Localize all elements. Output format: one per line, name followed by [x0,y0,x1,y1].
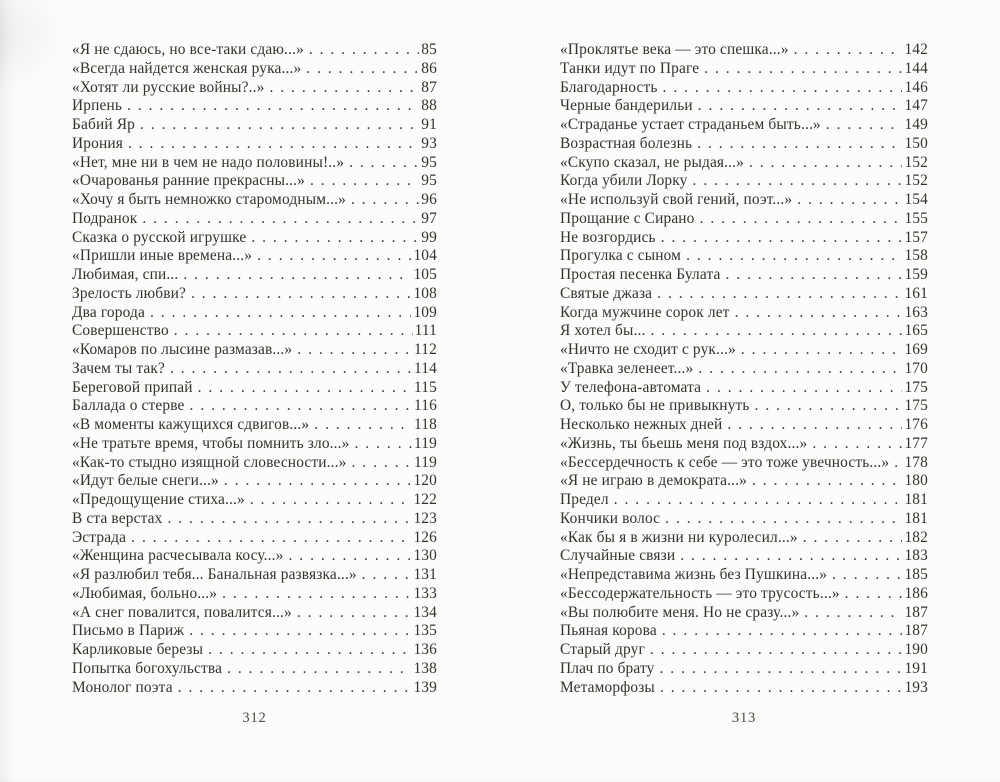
toc-row [560,435,928,454]
toc-entry-title: Ирпень [72,97,123,115]
dot-leader [662,622,903,641]
toc-entry-title: «Непредставима жизнь без Пушкина...» [560,566,828,583]
dot-leader [183,266,411,285]
toc-entry-page-number: 87 [421,78,437,96]
toc-entry-title: «Любимая, больно...» [72,584,218,602]
toc-page-left [72,41,437,741]
toc-row [560,679,928,698]
toc-entry-title: «Страданье устает страданьем быть...» [560,116,821,133]
toc-entry-page-number: 95 [421,172,437,190]
dot-leader [804,604,902,623]
toc-entry-title: У телефона-автомата [560,378,702,396]
toc-row [72,304,437,323]
dot-leader [894,454,902,473]
toc-entry-title: «Не тратьте время, чтобы помнить зло...» [72,434,350,452]
toc-entry-title: В ста верстах [72,509,163,527]
toc-entry-page-number: 157 [904,228,928,246]
dot-leader [140,116,419,135]
toc-row [560,229,928,248]
toc-entry-title: «В моменты кажущихся сдвигов...» [72,416,310,433]
dot-leader [698,97,903,116]
dot-leader [150,304,411,323]
toc-row [560,191,928,210]
toc-entry-page-number: 175 [904,397,928,415]
toc-entry-title: «Нет, мне ни в чем не надо половины!..» [72,153,345,171]
toc-entry-page-number: 146 [904,78,928,96]
dot-leader [700,210,903,229]
toc-entry-page-number: 134 [413,603,437,621]
toc-entry-page-number: 180 [904,472,928,490]
toc-row [72,641,437,660]
toc-entry-title: Бабий Яр [72,116,135,133]
toc-entry-page-number: 116 [414,397,437,415]
dot-leader [309,41,419,60]
toc-row [560,79,928,98]
toc-row [72,472,437,491]
toc-row [72,604,437,623]
toc-row [72,416,437,435]
toc-row [560,322,928,341]
toc-entry-page-number: 138 [413,659,437,677]
toc-row [72,285,437,304]
toc-entry-page-number: 111 [414,322,437,340]
dot-leader [190,397,412,416]
toc-entry-page-number: 158 [904,247,928,265]
dot-leader [127,97,419,116]
toc-row [72,585,437,604]
toc-entry-page-number: 95 [421,153,437,171]
dot-leader [706,379,902,398]
toc-row [72,60,437,79]
dot-leader [845,585,903,604]
dot-leader [222,585,411,604]
toc-row [72,435,437,454]
dot-leader [250,491,412,510]
toc-row [560,97,928,116]
toc-row [72,79,437,98]
dot-leader [349,154,419,173]
dot-leader [661,229,903,248]
toc-row [72,397,437,416]
toc-row [560,379,928,398]
toc-row [72,566,437,585]
toc-entry-title: Метаморфозы [560,678,655,696]
toc-entry-page-number: 161 [904,284,928,302]
toc-row [72,247,437,266]
toc-entry-title: Предел [560,491,609,508]
dot-leader [686,247,902,266]
toc-entry-page-number: 165 [904,322,928,340]
toc-entry-title: «Ничто не сходит с рук...» [560,341,736,358]
toc-row [560,622,928,641]
toc-entry-page-number: 187 [904,603,928,621]
dot-leader [178,679,412,698]
dot-leader [251,229,419,248]
toc-entry-page-number: 152 [904,172,928,190]
dot-leader [170,360,412,379]
dot-leader [362,566,412,585]
toc-entry-title: «Комаров по лысине размазав...» [72,341,293,358]
dot-leader [191,285,411,304]
toc-entry-page-number: 119 [414,434,437,452]
toc-entry-title: Случайные связи [560,547,676,565]
dot-leader [224,472,412,491]
dot-leader [288,547,411,566]
toc-entry-title: Совершенство [72,322,169,340]
toc-entry-page-number: 109 [413,303,437,321]
toc-row [72,679,437,698]
toc-entry-title: «Как-то стыдно изящной словесности...» [72,453,347,471]
toc-entry-title: «Хотят ли русские войны?..» [72,78,265,96]
toc-entry-title: Зрелость любви? [72,284,187,302]
dot-leader [314,416,412,435]
toc-entry-page-number: 115 [414,378,437,396]
toc-entry-page-number: 93 [421,134,437,152]
toc-entry-page-number: 176 [904,416,928,433]
toc-entry-page-number: 170 [904,359,928,377]
toc-entry-title: Попытка богохульства [72,659,223,677]
toc-entry-title: Сказка о русской игрушке [72,228,247,246]
toc-entry-page-number: 130 [413,547,437,565]
toc-entry-title: «Вы полюбите меня. Но не сразу...» [560,603,800,621]
dot-leader [752,472,902,491]
toc-entry-page-number: 169 [904,341,928,358]
toc-row [72,341,437,360]
toc-entry-title: «Не используй свой гений, поэт...» [560,191,793,208]
toc-entry-page-number: 190 [904,641,928,658]
toc-entry-page-number: 122 [413,491,437,508]
dot-leader [257,247,411,266]
toc-entry-title: Монолог поэта [72,678,173,696]
dot-leader [797,191,902,210]
toc-row [560,604,928,623]
toc-entry-title: Прогулка с сыном [560,247,682,265]
toc-row [72,360,437,379]
toc-row [560,266,928,285]
page-number-left: 312 [242,710,267,726]
toc-entry-page-number: 108 [413,284,437,302]
dot-leader [693,172,903,191]
toc-row [560,454,928,473]
dot-leader [167,510,411,529]
toc-entry-page-number: 181 [904,491,928,508]
toc-row [560,60,928,79]
dot-leader [269,79,419,98]
toc-entry-title: Подранок [72,209,138,227]
toc-entry-title: «Женщина расчесывала косу...» [72,547,284,565]
toc-entry-page-number: 163 [904,303,928,321]
toc-entry-page-number: 183 [904,547,928,565]
toc-entry-page-number: 187 [904,622,928,640]
toc-row [560,135,928,154]
toc-entry-title: «Всегда найдется женская рука...» [72,59,302,77]
toc-entry-title: Не возгордись [560,228,656,246]
toc-entry-page-number: 86 [421,59,437,77]
toc-entry-page-number: 193 [904,678,928,696]
toc-entry-page-number: 126 [413,528,437,546]
toc-entry-title: Эстрада [72,528,127,546]
toc-row [72,379,437,398]
toc-entry-page-number: 154 [904,191,928,208]
toc-entry-title: Простая песенка Булата [560,266,721,283]
toc-row [72,491,437,510]
dot-leader [189,622,411,641]
toc-entry-title: «Предощущение стиха...» [72,491,245,508]
toc-entry-title: Любимая, спи... [72,266,179,283]
toc-row [560,247,928,266]
toc-entry-title: Я хотел бы... [560,322,646,340]
toc-entry-page-number: 133 [413,584,437,602]
toc-entry-title: Святые джаза [560,284,653,302]
toc-row [72,229,437,248]
dot-leader [680,547,902,566]
toc-entry-page-number: 191 [904,659,928,677]
toc-entry-title: «Травка зеленеет...» [560,359,694,377]
toc-row [72,510,437,529]
toc-entry-page-number: 131 [413,566,437,583]
toc-entry-title: «Проклятье века — это спешка...» [560,41,789,58]
toc-row [560,585,928,604]
toc-row [72,547,437,566]
toc-entry-title: Кончики волос [560,509,661,527]
dot-leader [663,79,903,98]
toc-entry-title: О, только бы не привыкнуть [560,397,750,415]
toc-entry-title: Когда мужчине сорок лет [560,303,730,321]
dot-leader [657,285,902,304]
toc-entry-page-number: 119 [414,453,437,471]
toc-entry-title: Карликовые березы [72,641,204,658]
toc-entry-page-number: 181 [904,509,928,527]
toc-row [560,285,928,304]
toc-row [72,322,437,341]
toc-row [72,154,437,173]
toc-row [72,41,437,60]
toc-entry-page-number: 159 [904,266,928,283]
toc-entry-page-number: 186 [904,584,928,602]
toc-row [560,172,928,191]
toc-row [560,304,928,323]
toc-entry-page-number: 114 [414,359,437,377]
toc-row [560,154,928,173]
toc-entry-title: Плач по брату [560,659,655,677]
toc-entry-title: «Идут белые снеги...» [72,472,219,490]
toc-entry-title: «Я разлюбил тебя... Банальная развязка...» [72,566,357,583]
toc-entry-page-number: 152 [904,153,928,171]
dot-leader [174,322,413,341]
toc-row [560,210,928,229]
toc-row [560,491,928,510]
dot-leader [697,135,902,154]
toc-row [560,660,928,679]
toc-entry-page-number: 105 [413,266,437,283]
dot-leader [227,660,411,679]
toc-entry-page-number: 136 [413,641,437,658]
toc-entry-page-number: 178 [904,453,928,471]
toc-row [560,341,928,360]
toc-entry-page-number: 142 [904,41,928,58]
toc-entry-page-number: 139 [413,678,437,696]
toc-entry-page-number: 175 [904,378,928,396]
toc-entry-page-number: 144 [904,59,928,77]
dot-leader [310,172,419,191]
toc-row [560,566,928,585]
dot-leader [660,660,903,679]
toc-row [72,454,437,473]
dot-leader [741,341,903,360]
toc-row [560,529,928,548]
toc-entry-title: «Я не играю в демократа...» [560,472,747,490]
toc-entry-title: «Бессодержательность — это трусость...» [560,584,840,602]
dot-leader [614,491,903,510]
dot-leader [355,435,413,454]
toc-entry-title: Пьяная корова [560,622,657,640]
toc-entry-page-number: 123 [413,509,437,527]
toc-entry-page-number: 112 [414,341,437,358]
dot-leader [755,397,903,416]
toc-row [560,416,928,435]
toc-entry-title: Прощание с Сирано [560,209,695,227]
dot-leader [352,454,413,473]
toc-entry-title: «Как бы я в жизни ни куролесил...» [560,528,798,546]
toc-entry-title: «Хочу я быть немножко старомодным...» [72,191,346,208]
toc-entry-title: Несколько нежных дней [560,416,723,433]
toc-list-left [72,41,437,697]
dot-leader [794,41,903,60]
toc-entry-title: «А снег повалится, повалится...» [72,603,292,621]
toc-entry-page-number: 85 [421,41,437,58]
toc-row [560,116,928,135]
toc-entry-page-number: 177 [904,434,928,452]
toc-entry-title: Возрастная болезнь [560,134,693,152]
dot-leader [297,341,412,360]
dot-leader [665,510,902,529]
toc-entry-title: Письмо в Париж [72,622,185,640]
toc-row [72,97,437,116]
toc-entry-page-number: 120 [413,472,437,490]
toc-row [72,622,437,641]
toc-row [560,547,928,566]
toc-entry-title: «Бессердечность к себе — это тоже увечность...» [560,453,890,471]
toc-entry-page-number: 104 [413,247,437,265]
dot-leader [128,135,419,154]
toc-row [72,210,437,229]
dot-leader [650,641,903,660]
dot-leader [812,435,902,454]
dot-leader [660,679,903,698]
toc-entry-page-number: 88 [421,97,437,115]
dot-leader [297,604,412,623]
dot-leader [131,529,411,548]
dot-leader [198,379,412,398]
toc-entry-page-number: 91 [421,116,437,133]
dot-leader [725,266,902,285]
toc-entry-title: Черные бандерильи [560,97,693,115]
dot-leader [826,116,903,135]
toc-entry-title: Баллада о стерве [72,397,185,415]
toc-row [72,266,437,285]
toc-row [72,135,437,154]
toc-row [560,360,928,379]
toc-entry-title: «Пришли иные времена...» [72,247,253,265]
toc-entry-page-number: 155 [904,209,928,227]
dot-leader [698,360,902,379]
dot-leader [832,566,902,585]
toc-entry-title: «Очарованья ранние прекрасны...» [72,172,305,190]
dot-leader [650,322,902,341]
toc-row [72,660,437,679]
dot-leader [704,60,902,79]
toc-row [72,529,437,548]
dot-leader [306,60,419,79]
toc-entry-title: Береговой припай [72,378,193,396]
toc-entry-title: Танки идут по Праге [560,59,700,77]
toc-entry-page-number: 147 [904,97,928,115]
toc-entry-title: «Скупо сказал, не рыдая...» [560,153,745,171]
toc-page-right [560,41,928,741]
toc-entry-page-number: 149 [904,116,928,133]
dot-leader [351,191,419,210]
dot-leader [142,210,419,229]
toc-row [72,116,437,135]
toc-row [72,172,437,191]
toc-entry-title: Старый друг [560,641,645,658]
dot-leader [749,154,902,173]
dot-leader [727,416,902,435]
toc-entry-title: Зачем ты так? [72,359,166,377]
toc-entry-page-number: 96 [421,191,437,208]
toc-row [560,472,928,491]
toc-entry-title: Два города [72,303,145,321]
toc-entry-title: «Я не сдаюсь, но все-таки сдаю...» [72,41,304,58]
toc-row [560,41,928,60]
toc-entry-page-number: 135 [413,622,437,640]
toc-entry-title: Благодарность [560,78,658,96]
toc-entry-title: «Жизнь, ты бьешь меня под вздох...» [560,434,808,452]
toc-entry-page-number: 99 [421,228,437,246]
toc-entry-title: Когда убили Лорку [560,172,688,190]
toc-entry-page-number: 185 [904,566,928,583]
toc-entry-page-number: 182 [904,528,928,546]
toc-row [72,191,437,210]
toc-entry-title: Ирония [72,134,123,152]
page-number-right: 313 [731,710,757,726]
dot-leader [803,529,903,548]
toc-row [560,510,928,529]
toc-entry-page-number: 97 [421,209,437,227]
toc-row [560,641,928,660]
toc-row [560,397,928,416]
toc-entry-page-number: 118 [414,416,437,433]
dot-leader [735,304,903,323]
dot-leader [208,641,411,660]
toc-entry-page-number: 150 [904,134,928,152]
toc-list-right [560,41,928,697]
